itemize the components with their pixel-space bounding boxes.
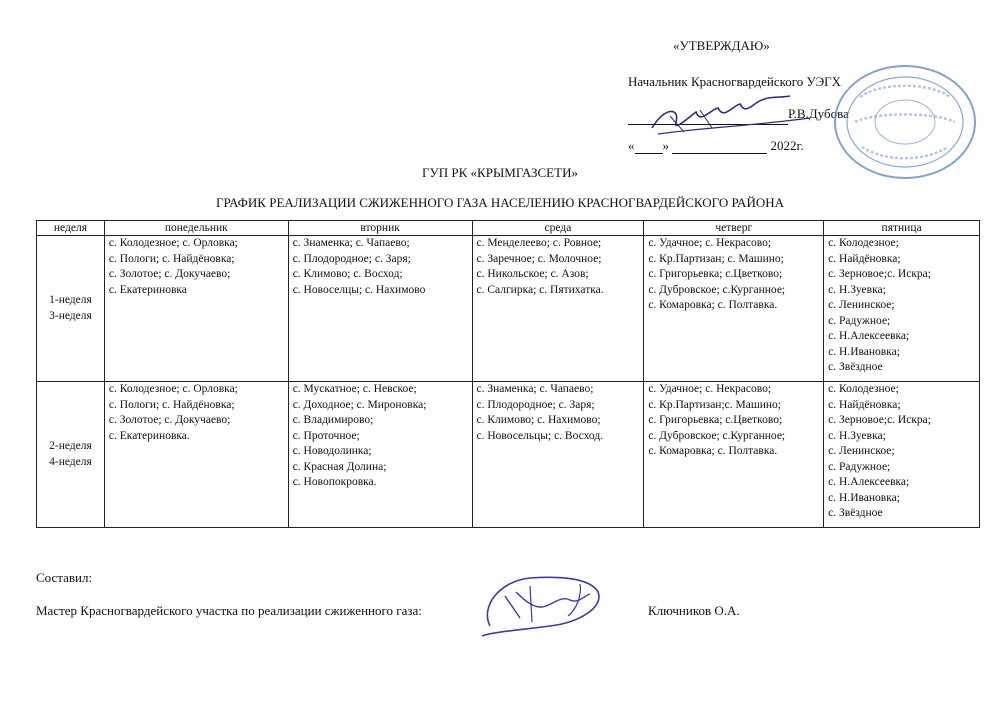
header-week: неделя [37,221,105,236]
thursday-cell: с. Удачное; с. Некрасово; с. Кр.Партизан; с. Машино; с. Григорьевка; с.Цветково; с. Дубровское; с.Курганное; с. Комаровка; с. Полтавка. [644,236,824,382]
master-name: Ключников О.А. [648,603,740,618]
organization-name: ГУП РК «КРЫМГАЗСЕТИ» [422,165,578,180]
tuesday-cell: с. Мускатное; с. Невское; с. Доходное; с. Мироновка; с. Владимирово; с. Проточное; с. Новодолинка; с. Красная Долина; с. Новопокровка. [288,382,472,528]
approval-position: Начальник Красногвардейского УЭГХ [628,74,842,89]
header-friday: пятница [824,221,980,236]
approval-signature [640,88,840,144]
compiled-by-label: Составил: [36,570,93,585]
monday-cell: с. Колодезное; с. Орловка; с. Пологи; с. Найдёновка; с. Золотое; с. Докучаево; с. Екатериновка. [104,382,288,528]
schedule-table [36,220,980,528]
header-wednesday: среда [472,221,644,236]
header-thursday: четверг [644,221,824,236]
date-year: 2022г. [770,138,804,153]
table-row [37,236,980,382]
wednesday-cell: с. Знаменка; с. Чапаево; с. Плодородное; с. Заря; с. Климово; с. Нахимово; с. Новосельцы; с. Восход. [472,382,644,528]
table-header-row [37,221,980,236]
tuesday-cell: с. Знаменка; с. Чапаево; с. Плодородное; с. Заря; с. Климово; с. Восход; с. Новоселцы; с. Нахимово [288,236,472,382]
monday-cell: с. Колодезное; с. Орловка; с. Пологи; с. Найдёновка; с. Золотое; с. Докучаево; с. Екатериновка [104,236,288,382]
header-tuesday: вторник [288,221,472,236]
official-stamp [830,62,980,182]
week-cell: 2-неделя 4-неделя [37,382,105,528]
date-open-quote: « [628,138,635,153]
friday-cell: с. Колодезное; с. Найдёновка; с. Зерновое;с. Искра; с. Н.Зуевка; с. Ленинское; с. Радужное; с. Н.Алексеевка; с. Н.Ивановка; с. Звёздное [824,236,980,382]
friday-cell: с. Колодезное; с. Найдёновка; с. Зерновое;с. Искра; с. Н.Зуевка; с. Ленинское; с. Радужное; с. Н.Алексеевка; с. Н.Ивановка; с. Звёздное [824,382,980,528]
week-cell: 1-неделя 3-неделя [37,236,105,382]
date-close-quote: » [662,138,669,153]
thursday-cell: с. Удачное; с. Некрасово; с. Кр.Партизан;с. Машино; с. Григорьевка; с.Цветково; с. Дубровское; с.Курганное; с. Комаровка; с. Полтавка. [644,382,824,528]
approval-title: «УТВЕРЖДАЮ» [673,38,770,53]
wednesday-cell: с. Менделеево; с. Ровное; с. Заречное; с. Молочное; с. Никольское; с. Азов; с. Салгирка; с. Пятихатка. [472,236,644,382]
table-row [37,382,980,528]
master-position: Мастер Красногвардейского участка по реализации сжиженного газа: [36,603,422,618]
header-monday: понедельник [104,221,288,236]
document-title: ГРАФИК РЕАЛИЗАЦИИ СЖИЖЕННОГО ГАЗА НАСЕЛЕНИЮ КРАСНОГВАРДЕЙСКОГО РАЙОНА [215,195,784,210]
master-signature [470,566,620,642]
approval-name: Р.В.Дубова [788,106,849,121]
